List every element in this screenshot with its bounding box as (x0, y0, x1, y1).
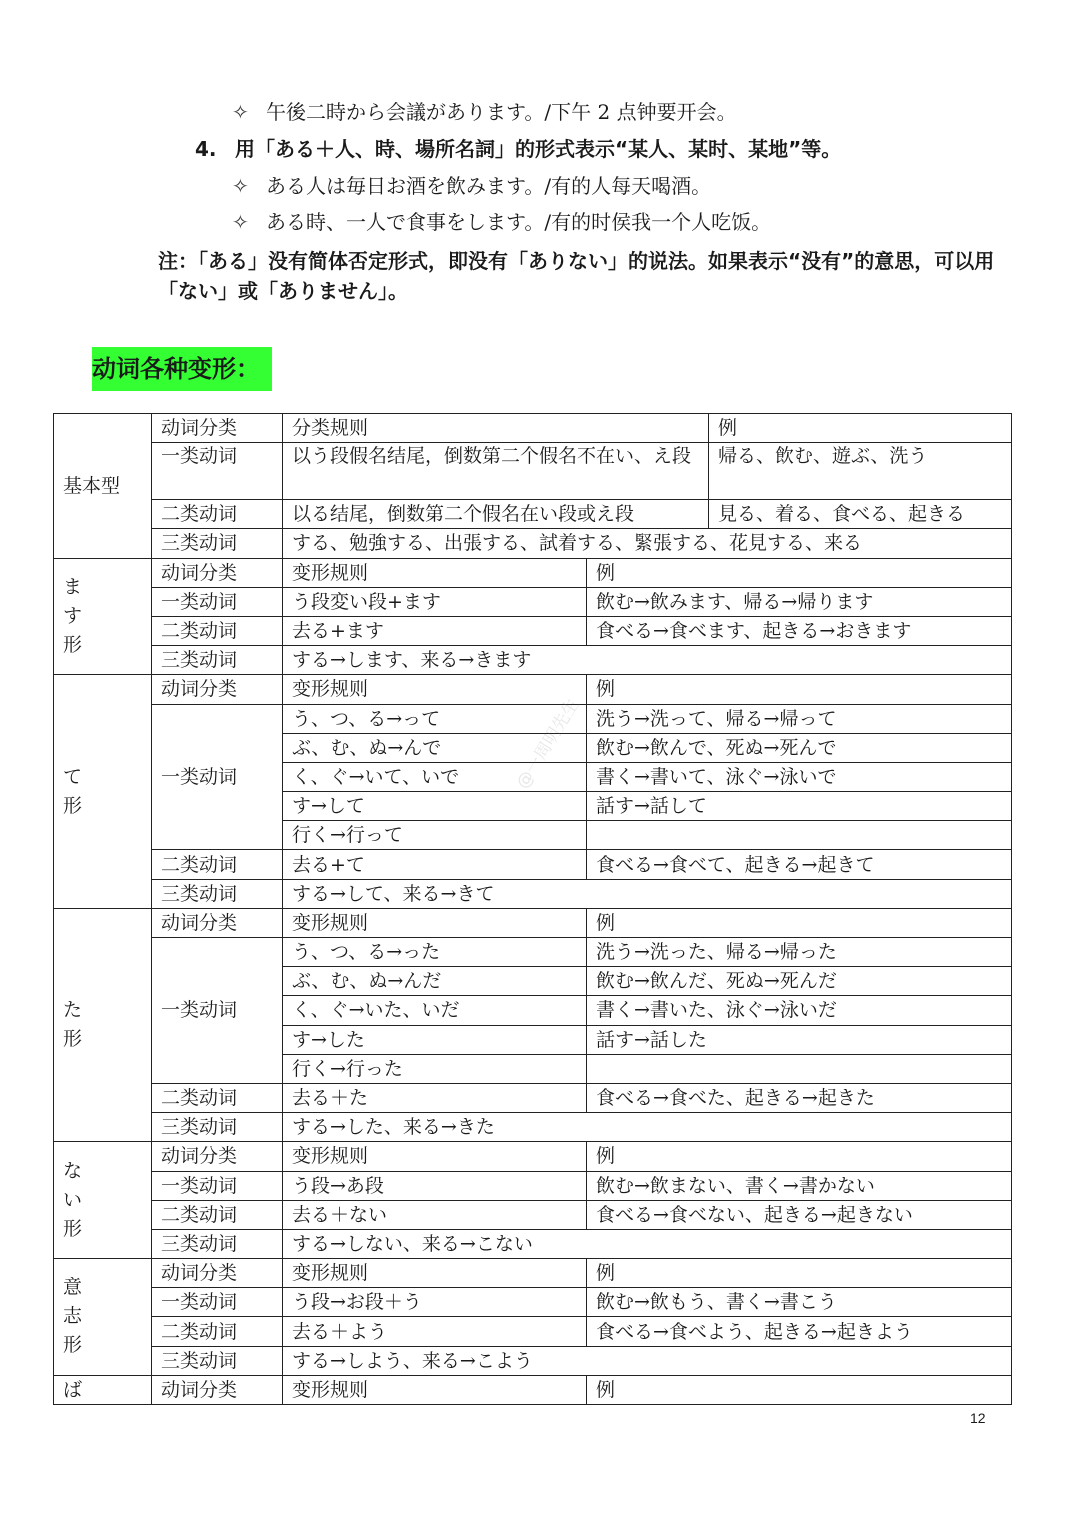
table-cell (587, 821, 1012, 850)
table-cell: 行く→行って (283, 821, 587, 850)
table-cell: 飲む→飲んで、死ぬ→死んで (587, 733, 1012, 762)
table-row (54, 1288, 1012, 1317)
table-cell: 二类动词 (152, 850, 283, 879)
example-line-2 (232, 208, 771, 236)
table-cell: 書く→書いて、泳ぐ→泳いで (587, 762, 1012, 791)
section-heading: 动词各种变形： (92, 347, 272, 391)
table-row (54, 1259, 1012, 1288)
form-label-cell (54, 558, 152, 675)
table-cell (587, 1054, 1012, 1083)
bullet-icon: ✧ (232, 100, 249, 124)
table-cell: 变形规则 (283, 1142, 587, 1171)
table-row (54, 1317, 1012, 1346)
table-row (54, 558, 1012, 587)
table-cell: する→しよう、来る→こよう (283, 1346, 1012, 1375)
table-cell: 去る＋ない (283, 1200, 587, 1229)
bullet-icon: ✧ (232, 174, 249, 198)
table-cell: す→した (283, 1025, 587, 1054)
table-cell: 食べる→食べて、起きる→起きて (587, 850, 1012, 879)
table-row (54, 704, 1012, 733)
table-row (54, 500, 1012, 529)
table-cell: 动词分类 (152, 675, 283, 704)
table-cell: 三类动词 (152, 529, 283, 558)
table-cell: 动词分类 (152, 558, 283, 587)
table-cell: 变形规则 (283, 908, 587, 937)
table-cell: する→しない、来る→こない (283, 1229, 1012, 1258)
watermark: @一周明先生 (512, 695, 584, 793)
table-cell: 例 (587, 1259, 1012, 1288)
table-cell: 二类动词 (152, 1083, 283, 1112)
point-4 (195, 135, 841, 163)
table-row (54, 443, 1012, 500)
example-text: ある人は毎日お酒を飲みます。/有的人每天喝酒。 (266, 174, 712, 198)
table-cell: 一类动词 (152, 587, 283, 616)
form-label: ば (54, 1375, 152, 1404)
table-cell: 例 (709, 414, 1012, 443)
table-cell: 变形规则 (283, 558, 587, 587)
example-text: 午後二時から会議があります。/下午 2 点钟要开会。 (266, 100, 737, 124)
table-cell: 三类动词 (152, 1229, 283, 1258)
table-cell: 三类动词 (152, 1346, 283, 1375)
table-cell: 飲む→飲んだ、死ぬ→死んだ (587, 967, 1012, 996)
form-label-cell (54, 1142, 152, 1259)
form-label: 基本型 (54, 414, 152, 559)
table-row (54, 938, 1012, 967)
table-cell: する→して、来る→きて (283, 879, 1012, 908)
table-row (54, 1229, 1012, 1258)
table-cell: 洗う→洗って、帰る→帰って (587, 704, 1012, 733)
table-cell: 三类动词 (152, 1113, 283, 1142)
table-row (54, 1142, 1012, 1171)
table-cell: 三类动词 (152, 879, 283, 908)
table-cell: する→した、来る→きた (283, 1113, 1012, 1142)
table-cell: 例 (587, 558, 1012, 587)
table-cell: 去る+ます (283, 616, 587, 645)
table-cell: 动词分类 (152, 908, 283, 937)
table-cell: く、ぐ→いて、いで (283, 762, 587, 791)
table-cell: 帰る、飲む、遊ぶ、洗う (709, 443, 1012, 500)
example-line-1 (232, 172, 711, 200)
form-label: 意志形 (63, 1276, 83, 1357)
example-text: ある時、一人で食事をします。/有的时侯我一个人吃饭。 (266, 210, 772, 234)
table-cell: 話す→話して (587, 792, 1012, 821)
table-cell: 以る结尾，倒数第二个假名在い段或え段 (283, 500, 709, 529)
form-label: て形 (63, 765, 83, 817)
table-cell: 二类动词 (152, 1200, 283, 1229)
table-cell: 以う段假名结尾，倒数第二个假名不在い、え段 (283, 443, 709, 500)
table-cell: ぶ、む、ぬ→んで (283, 733, 587, 762)
table-row (54, 616, 1012, 645)
table-cell: 行く→行った (283, 1054, 587, 1083)
conjugation-table (53, 413, 1012, 1405)
table-cell: 动词分类 (152, 1375, 283, 1404)
point-text: 用「ある＋人、時、場所名詞」的形式表示“某人、某时、某地”等。 (235, 137, 842, 161)
table-cell: 动词分类 (152, 1259, 283, 1288)
table-cell: 食べる→食べた、起きる→起きた (587, 1083, 1012, 1112)
point-number: 4. (195, 137, 217, 161)
note-paragraph: 注：「ある」没有简体否定形式，即没有「ありない」的说法。如果表示“没有”的意思，可以用「ない」或「ありません」。 (158, 249, 995, 303)
table-cell: 例 (587, 1142, 1012, 1171)
table-cell: 变形规则 (283, 1375, 587, 1404)
table-cell: 例 (587, 908, 1012, 937)
table-row (54, 414, 1012, 443)
table-cell: 一类动词 (152, 1171, 283, 1200)
table-cell: 一类动词 (152, 443, 283, 500)
table-row (54, 1346, 1012, 1375)
page-number: 12 (970, 1410, 986, 1426)
table-cell: う段変い段+ます (283, 587, 587, 616)
table-cell: く、ぐ→いた、いだ (283, 996, 587, 1025)
table-cell: する、勉強する、出張する、試着する、緊張する、花見する、来る (283, 529, 1012, 558)
table-cell: する→します、来る→きます (283, 646, 1012, 675)
form-label-cell (54, 1259, 152, 1376)
bullet-icon: ✧ (232, 210, 249, 234)
table-cell: 食べる→食べよう、起きる→起きよう (587, 1317, 1012, 1346)
table-row (54, 529, 1012, 558)
form-label: ます形 (63, 575, 83, 656)
table-cell: 三类动词 (152, 646, 283, 675)
table-row (54, 1113, 1012, 1142)
table-row (54, 850, 1012, 879)
table-cell: う段→あ段 (283, 1171, 587, 1200)
table-cell: 例 (587, 675, 1012, 704)
table-cell: 飲む→飲もう、書く→書こう (587, 1288, 1012, 1317)
table-cell: 二类动词 (152, 500, 283, 529)
table-cell: ぶ、む、ぬ→んだ (283, 967, 587, 996)
table-cell: 一类动词 (152, 938, 283, 1084)
table-cell: 食べる→食べない、起きる→起きない (587, 1200, 1012, 1229)
table-cell: 变形规则 (283, 675, 587, 704)
form-label-cell (54, 908, 152, 1142)
table-row (54, 646, 1012, 675)
table-row (54, 1375, 1012, 1404)
form-label: ない形 (63, 1159, 83, 1240)
form-label-cell (54, 675, 152, 909)
table-cell: 去る＋た (283, 1083, 587, 1112)
table-cell: 变形规则 (283, 1259, 587, 1288)
table-cell: す→して (283, 792, 587, 821)
table-cell: 例 (587, 1375, 1012, 1404)
table-cell: 一类动词 (152, 1288, 283, 1317)
table-cell: う、つ、る→った (283, 938, 587, 967)
table-row (54, 1171, 1012, 1200)
table-cell: 去る＋よう (283, 1317, 587, 1346)
table-row (54, 675, 1012, 704)
table-cell: 洗う→洗った、帰る→帰った (587, 938, 1012, 967)
table-cell: 二类动词 (152, 1317, 283, 1346)
table-cell: 分类规则 (283, 414, 709, 443)
table-cell: 飲む→飲みます、帰る→帰ります (587, 587, 1012, 616)
table-row (54, 908, 1012, 937)
form-label: た形 (63, 999, 83, 1051)
table-cell: 書く→書いた、泳ぐ→泳いだ (587, 996, 1012, 1025)
table-row (54, 1200, 1012, 1229)
table-cell: 一类动词 (152, 704, 283, 850)
table-cell: 动词分类 (152, 414, 283, 443)
table-cell: 飲む→飲まない、書く→書かない (587, 1171, 1012, 1200)
table-cell: 見る、着る、食べる、起きる (709, 500, 1012, 529)
table-cell: 动词分类 (152, 1142, 283, 1171)
table-row (54, 1083, 1012, 1112)
table-row (54, 587, 1012, 616)
table-row (54, 879, 1012, 908)
table-cell: 話す→話した (587, 1025, 1012, 1054)
table-cell: 二类动词 (152, 616, 283, 645)
table-cell: う段→お段＋う (283, 1288, 587, 1317)
table-cell: う、つ、る→って (283, 704, 587, 733)
table-cell: 食べる→食べます、起きる→おきます (587, 616, 1012, 645)
table-cell: 去る+て (283, 850, 587, 879)
example-line-0 (232, 98, 737, 126)
